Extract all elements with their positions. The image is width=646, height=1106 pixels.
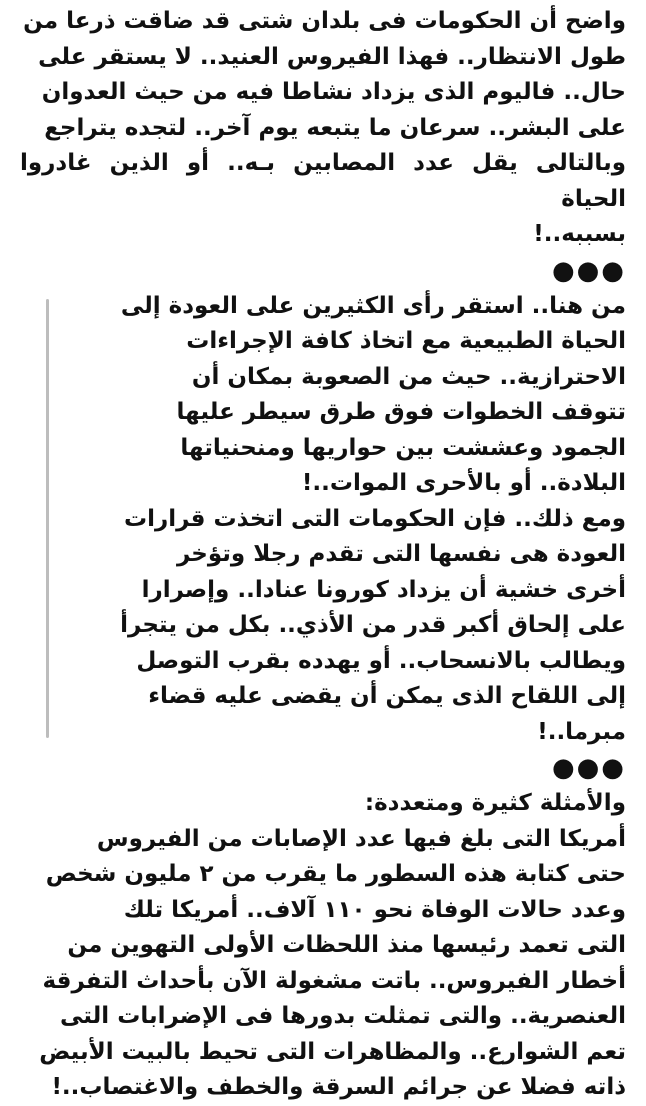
quote-paragraph: من هنا.. استقر رأى الكثيرين على العودة إلى الحياة الطبيعية مع اتخاذ كافة الإجراءات الاحترازية.. حيث من الصعوبة بمكان أن تتوقف الخطوات فوق طرق سيطر عليها الجمود وعششت بين حواريها ومنحنياتها البلادة.. أو بالأحرى الموات..! [120,292,626,496]
quote-vertical-rule [46,299,49,739]
section-separator: ●●● [551,753,626,783]
quote-paragraph: ومع ذلك.. فإن الحكومات التى اتخذت قرارات العودة هى نفسها التى تقدم رجلا وتؤخر أخرى خشية أن يزداد كورونا عنادا.. وإصرارا على إلحاق أكبر قدر من الأذي.. بكل من يتجرأ ويطالب بالانسحاب.. أو يهدده بقرب التوصل إلى اللقاح الذى يمكن أن يقضى عليه قضاء مبرما..! [120,505,626,745]
section-separator: ●●● [551,255,626,286]
closing-paragraph: والأمثلة كثيرة ومتعددة: أمريكا التى بلغ فيها عدد الإصابات من الفيروس حتى كتابة هذه السطور ما يقرب من ٢ مليون شخص وعدد حالات الوفاة نحو ١١٠ آلاف.. أمريكا تلك التى تعمد رئيسها منذ اللحظات الأولى التهوين من أخطار الفيروس.. باتت مشغولة الآن بأحداث التفرقة العنصرية.. والتى تمثلت بدورها فى الإضرابات التى تعم الشوارع.. والمظاهرات التى تحيط بالبيت الأبيض ذاته فضلا عن جرائم السرقة والخطف والاغتصاب..! [39,790,626,1100]
article-column [20,4,626,1106]
highlighted-quote-block [60,289,626,751]
intro-paragraph: واضح أن الحكومات فى بلدان شتى قد ضاقت ذرعا من طول الانتظار.. فهذا الفيروس العنيد.. لا يستقر على حال.. فاليوم الذى يزداد نشاطا فيه من حيث العدوان على البشر.. سرعان ما يتبعه يوم آخر.. لتجده يتراجع وبالتالى يقل عدد المصابين بـه.. أو الذين غادروا الحياة بسببه..! [20,8,626,247]
